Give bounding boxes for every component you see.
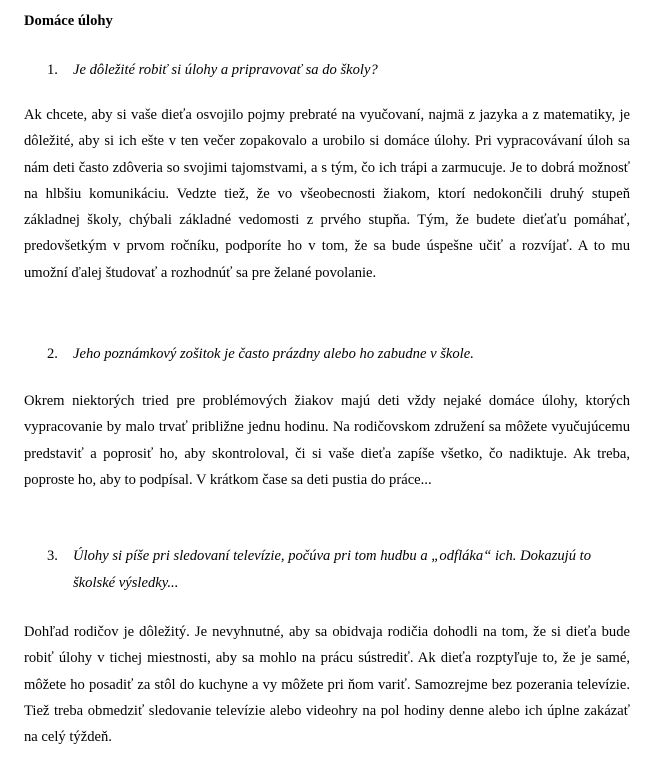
question-3 <box>47 543 632 596</box>
question-number: 3. <box>47 548 58 564</box>
question-1 <box>47 57 632 84</box>
question-number: 1. <box>47 62 58 78</box>
question-text: Úlohy si píše pri sledovaní televízie, počúva pri tom hudbu a „odfláka“ ich. Dokazujú to školské výsledky... <box>73 548 592 591</box>
answer-paragraph-2: Okrem niektorých tried pre problémových žiakov majú deti vždy nejaké domáce úlohy, ktorých vypracovanie by malo trvať približne jednu hodinu. Na rodičovskom združení sa môžete vyučujúcemu predstaviť a poprosiť ho, aby skontroloval, či si vaše dieťa zapíše všetko, čo nadiktuje. Ak treba, poproste ho, aby to podpísal. V krátkom čase sa deti pustia do práce... <box>24 393 630 488</box>
question-text: Jeho poznámkový zošitok je často prázdny alebo ho zabudne v škole. <box>73 346 474 362</box>
question-2 <box>47 341 632 368</box>
question-number: 2. <box>47 346 58 362</box>
answer-paragraph-3: Dohľad rodičov je dôležitý. Je nevyhnutné, aby sa obidvaja rodičia dohodli na tom, že si dieťa bude robiť úlohy v tichej miestnosti, aby sa mohlo na prácu sústrediť. Ak dieťa rozptyľuje to, že je samé, môžete ho posadiť za stôl do kuchyne a vy môžete pri ňom variť. Samozrejme bez pozerania televízie. Tiež treba obmedziť sledovanie televízie alebo videohry na pol hodiny denne alebo ich úplne zakázať na celý týždeň. <box>24 624 630 746</box>
question-text: Je dôležité robiť si úlohy a pripravovať sa do školy? <box>73 62 378 78</box>
document-title: Domáce úlohy <box>24 13 113 29</box>
answer-paragraph-1: Ak chcete, aby si vaše dieťa osvojilo pojmy prebraté na vyučovaní, najmä z jazyka a z matematiky, je dôležité, aby si ich ešte v ten večer zopakovalo a urobilo si domáce úlohy. Pri vypracovávaní úloh sa nám deti často zdôveria so svojimi tajomstvami, a s tým, čo ich trápi a zarmucuje. Je to dobrá možnosť na hlbšiu komunikáciu. Vedzte tiež, že vo všeobecnosti žiakom, ktorí nedokončili druhý stupeň základnej školy, chýbali základné vedomosti z prvého stupňa. Tým, že budete dieťaťu pomáhať, predovšetkým v prvom ročníku, podporíte ho v tom, že sa bude úspešne učiť a rozvíjať. A to mu umožní ďalej študovať a rozhodnúť sa pre želané povolanie. <box>24 107 630 281</box>
